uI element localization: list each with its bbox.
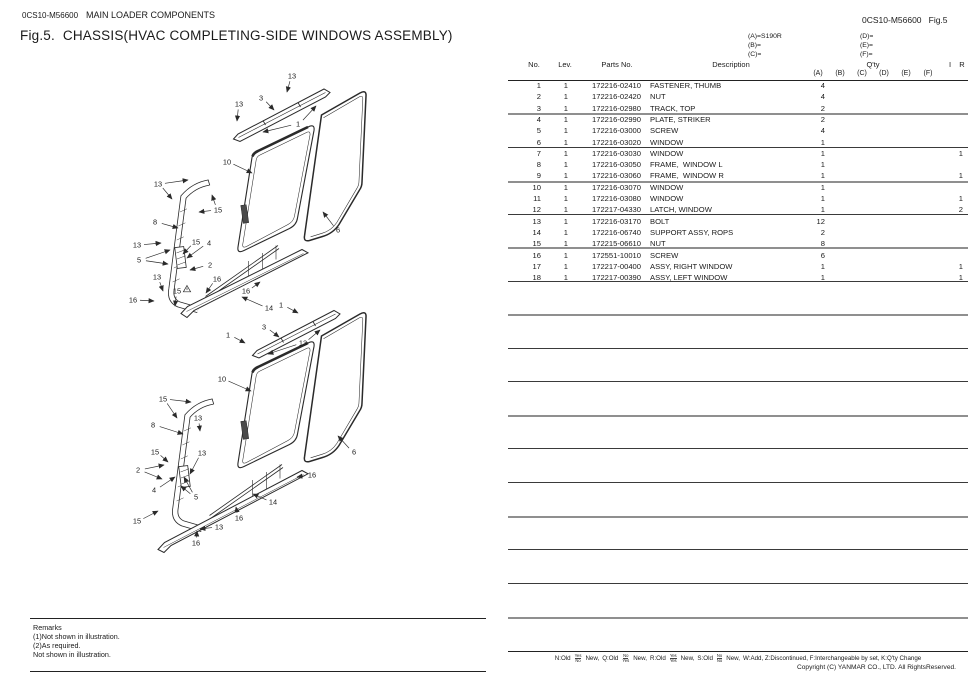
callout-number: 4 xyxy=(206,238,212,248)
table-cell-description: ASSY, LEFT WINDOW xyxy=(650,273,728,283)
callout-number: 2 xyxy=(135,465,141,475)
table-cell-description: SCREW xyxy=(650,126,679,136)
table-cell-parts-no: 172217-00390 xyxy=(592,273,641,283)
callout-leader-line xyxy=(160,427,183,434)
callout-number: 13 xyxy=(287,71,297,81)
table-rule-line xyxy=(508,147,968,148)
callout-number: 16 xyxy=(128,295,138,305)
table-rule-line xyxy=(508,448,968,449)
callout-leader-line xyxy=(234,337,245,343)
table-cell-no: 7 xyxy=(536,148,541,158)
table-cell-lev: 1 xyxy=(563,261,568,271)
callout-leader-line xyxy=(252,282,260,288)
callout-number: 6 xyxy=(351,447,357,457)
callout-number: 3 xyxy=(261,322,267,332)
table-cell-description: LATCH, WINDOW xyxy=(650,205,712,215)
table-cell-parts-no: 172216-06740 xyxy=(592,227,641,237)
remarks-line-3: Not shown in illustration. xyxy=(33,650,111,659)
table-cell-no: 6 xyxy=(536,137,541,147)
callout-leader-line xyxy=(146,261,168,264)
table-cell-qty-a: 1 xyxy=(820,205,825,215)
legend-arrow-stack xyxy=(717,654,722,663)
variant-e: (E)= xyxy=(860,42,874,49)
qty-subcol-c: (C) xyxy=(857,70,867,77)
table-cell-no: 18 xyxy=(532,273,541,283)
qty-subcol-e: (E) xyxy=(901,70,911,77)
table-cell-qty-a: 1 xyxy=(820,148,825,158)
legend-arrow-top: Yes xyxy=(574,653,582,658)
callout-leader-line xyxy=(266,102,274,110)
callout-leader-line xyxy=(190,266,203,270)
table-cell-no: 16 xyxy=(532,250,541,260)
legend-arrow-bottom: No xyxy=(716,658,723,663)
callout-leader-line xyxy=(145,472,162,479)
table-cell-no: 5 xyxy=(536,126,541,136)
callout-number: 13 xyxy=(197,448,207,458)
callout-number: 1 xyxy=(295,119,301,129)
table-cell-qty-a: 1 xyxy=(820,261,825,271)
table-cell-parts-no: 172216-03080 xyxy=(592,194,641,203)
table-cell-description: TRACK, TOP xyxy=(650,103,696,113)
table-cell-parts-no: 172216-03170 xyxy=(592,216,641,226)
variant-d: (D)= xyxy=(860,33,874,40)
table-cell-no: 8 xyxy=(536,160,541,170)
table-cell-no: 14 xyxy=(532,227,541,237)
table-cell-no: 10 xyxy=(532,182,541,192)
remarks-bottom-rule xyxy=(30,671,486,672)
callout-number: 2 xyxy=(207,260,213,270)
table-cell-qty-a: 1 xyxy=(820,137,825,147)
table-cell-description: FRAME, WINDOW R xyxy=(650,171,724,181)
callout-number: 5 xyxy=(136,255,142,265)
table-cell-description: PLATE, STRIKER xyxy=(650,114,711,124)
callout-number: 16 xyxy=(234,513,244,523)
remarks-title: Remarks xyxy=(33,623,62,632)
table-cell-qty-a: 4 xyxy=(820,126,825,136)
table-rule-line xyxy=(508,113,968,115)
col-header-i: I xyxy=(948,60,952,69)
table-cell-parts-no: 172217-00400 xyxy=(592,261,641,271)
col-header-lev: Lev. xyxy=(558,60,572,69)
callout-number: 15 xyxy=(132,516,142,526)
sliding-window xyxy=(238,342,314,468)
table-rule-line xyxy=(508,381,968,382)
variant-c: (C)= xyxy=(748,51,762,58)
callout-number: 5 xyxy=(193,492,199,502)
table-cell-qty-a: 4 xyxy=(820,81,825,90)
table-cell-lev: 1 xyxy=(563,103,568,113)
callout-leader-line xyxy=(187,246,203,258)
callout-leader-line xyxy=(161,455,168,462)
legend-arrow-stack xyxy=(670,654,677,663)
table-cell-qty-a: 8 xyxy=(820,239,825,249)
table-cell-qty-a: 1 xyxy=(820,160,825,170)
table-cell-lev: 1 xyxy=(563,81,568,90)
table-cell-parts-no: 172216-03070 xyxy=(592,182,641,192)
table-cell-lev: 1 xyxy=(563,239,568,249)
callout-leader-line xyxy=(170,400,191,402)
table-cell-description: ASSY, RIGHT WINDOW xyxy=(650,261,733,271)
callout-leader-line xyxy=(190,458,199,474)
col-header-no: No. xyxy=(528,60,540,69)
table-rule-line xyxy=(508,314,968,316)
table-cell-qty-a: 2 xyxy=(820,227,825,237)
top-track xyxy=(234,89,331,142)
table-cell-qty-r: 1 xyxy=(958,171,963,181)
callout-number: 13 xyxy=(234,99,244,109)
callout-leader-line xyxy=(287,307,298,313)
callout-leader-line xyxy=(163,188,172,199)
footer-rule xyxy=(508,651,968,652)
bottom-sill xyxy=(181,250,308,318)
table-cell-no: 11 xyxy=(533,194,541,203)
table-rule-line xyxy=(508,415,968,417)
variant-f: (F)= xyxy=(860,51,873,58)
col-header-qty: Q'ty xyxy=(866,60,880,69)
table-cell-qty-r: 1 xyxy=(958,194,963,203)
callout-leader-line xyxy=(237,109,238,121)
table-cell-lev: 1 xyxy=(563,205,568,215)
remarks-top-rule xyxy=(30,618,486,619)
table-cell-qty-a: 2 xyxy=(820,114,825,124)
table-cell-lev: 1 xyxy=(563,227,568,237)
qty-subcol-a: (A) xyxy=(813,70,823,77)
legend-arrow-bottom: Yes xyxy=(669,658,677,663)
qty-subcol-f: (F) xyxy=(923,70,933,77)
table-cell-parts-no: 172216-02410 xyxy=(592,81,641,90)
callout-number: 8 xyxy=(152,217,158,227)
callout-leader-line xyxy=(199,211,211,212)
legend-after: New, xyxy=(726,655,741,662)
table-rule-line xyxy=(508,181,968,183)
table-cell-lev: 1 xyxy=(563,126,568,136)
callout-leader-line xyxy=(206,283,213,293)
qty-subcol-b: (B) xyxy=(835,70,845,77)
callout-number: 3 xyxy=(258,93,264,103)
table-cell-description: SUPPORT ASSY, ROPS xyxy=(650,227,734,237)
callout-leader-line xyxy=(162,223,178,228)
callout-number: 4 xyxy=(151,485,157,495)
legend-code: N:Old xyxy=(554,655,571,662)
table-cell-qty-a: 1 xyxy=(820,171,825,181)
callout-number: 15 xyxy=(191,237,201,247)
table-cell-parts-no: 172216-03060 xyxy=(592,171,641,181)
callout-number: 1 xyxy=(225,330,231,340)
table-cell-qty-a: 1 xyxy=(820,194,825,203)
table-cell-lev: 1 xyxy=(563,182,568,192)
table-cell-parts-no: 172216-03000 xyxy=(592,126,641,136)
table-cell-lev: 1 xyxy=(563,216,568,226)
table-cell-parts-no: 172216-03050 xyxy=(592,160,641,170)
callout-number: 13 xyxy=(153,179,163,189)
table-cell-parts-no: 172551-10010 xyxy=(592,250,641,260)
table-cell-no: 9 xyxy=(536,171,541,181)
table-cell-lev: 1 xyxy=(563,273,568,283)
callout-leader-line xyxy=(167,403,177,418)
assembly-left-window xyxy=(158,311,366,553)
callout-leader-line xyxy=(242,297,263,306)
table-cell-qty-r: 2 xyxy=(958,205,963,215)
table-cell-description: NUT xyxy=(650,92,666,102)
table-rule-line xyxy=(508,583,968,584)
table-rule-line xyxy=(508,516,968,518)
table-cell-parts-no: 172217-04330 xyxy=(592,205,641,215)
table-cell-no: 15 xyxy=(532,239,541,249)
variant-b: (B)= xyxy=(748,42,762,49)
legend-arrow-stack xyxy=(622,654,629,663)
callout-leader-line xyxy=(160,282,163,291)
table-cell-qty-a: 2 xyxy=(820,103,825,113)
legend-code: Q:Old xyxy=(602,655,619,662)
figure-title: Fig.5. CHASSIS(HVAC COMPLETING-SIDE WINDOWS ASSEMBLY) xyxy=(20,28,453,43)
table-cell-description: FASTENER, THUMB xyxy=(650,81,722,90)
warning-triangle-icon xyxy=(183,286,190,292)
table-cell-qty-a: 1 xyxy=(820,182,825,192)
legend-suffix: W:Add, Z:Discontinued, F:Interchangeable by set, K:Q'ty Change xyxy=(743,655,922,662)
callout-leader-line xyxy=(165,180,188,183)
col-header-description: Description xyxy=(712,60,750,69)
table-cell-description: WINDOW xyxy=(650,194,684,203)
legend-arrow-bottom: Yes xyxy=(622,658,630,663)
exploded-view-illustration xyxy=(20,55,500,635)
callout-number: 16 xyxy=(212,274,222,284)
table-cell-description: SCREW xyxy=(650,250,679,260)
revision-legend xyxy=(508,654,968,663)
table-cell-no: 3 xyxy=(536,103,541,113)
col-header-r: R xyxy=(959,60,965,69)
table-cell-no: 1 xyxy=(536,81,541,90)
legend-arrow-top: No xyxy=(716,653,723,658)
callout-number: 15 xyxy=(213,205,223,215)
table-cell-qty-a: 12 xyxy=(816,216,825,226)
table-cell-lev: 1 xyxy=(563,92,568,102)
table-cell-qty-a: 4 xyxy=(820,92,825,102)
table-cell-lev: 1 xyxy=(563,148,568,158)
legend-arrow-stack xyxy=(575,654,582,663)
callout-number: 15 xyxy=(172,286,182,296)
table-rule-line xyxy=(508,348,968,349)
legend-code: R:Old xyxy=(649,655,666,662)
callout-leader-line xyxy=(145,465,164,469)
doc-code-right: 0CS10-M56600 Fig.5 xyxy=(862,15,948,25)
table-cell-lev: 1 xyxy=(563,114,568,124)
copyright-notice: Copyright (C) YANMAR CO., LTD. All RightsReserved. xyxy=(796,664,956,671)
callout-leader-line xyxy=(212,195,215,205)
table-cell-qty-r: 1 xyxy=(958,273,963,283)
legend-after: New, xyxy=(585,655,600,662)
table-rule-line xyxy=(508,214,968,215)
doc-code-left: 0CS10-M56600 xyxy=(22,11,79,20)
table-cell-description: WINDOW xyxy=(650,148,684,158)
table-cell-description: NUT xyxy=(650,239,666,249)
callout-leader-line xyxy=(199,423,200,431)
table-cell-parts-no: 172215-06610 xyxy=(592,239,641,249)
table-cell-lev: 1 xyxy=(563,160,568,170)
legend-after: New, xyxy=(633,655,647,662)
callout-number: 13 xyxy=(214,522,224,532)
variant-a: (A)=S190R xyxy=(748,33,782,40)
table-cell-lev: 1 xyxy=(563,137,568,147)
table-cell-parts-no: 172216-02420 xyxy=(592,92,641,102)
table-cell-parts-no: 172216-02980 xyxy=(592,103,641,113)
table-cell-no: 13 xyxy=(532,216,541,226)
table-rule-line xyxy=(508,617,968,619)
assembly-right-window xyxy=(171,89,366,318)
callout-number: 10 xyxy=(222,157,232,167)
callout-number: 16 xyxy=(307,470,317,480)
table-cell-no: 2 xyxy=(536,92,541,102)
col-header-parts-no: Parts No. xyxy=(601,60,633,69)
sliding-window xyxy=(238,126,314,252)
legend-arrow-top: No xyxy=(623,653,629,658)
table-cell-parts-no: 172216-02990 xyxy=(592,114,641,124)
legend-arrow-bottom: No xyxy=(575,658,581,663)
callout-number: 13 xyxy=(132,240,142,250)
callout-number: 6 xyxy=(335,225,341,235)
callout-leader-line xyxy=(228,381,251,391)
callout-number: 14 xyxy=(268,497,278,507)
table-cell-description: FRAME, WINDOW L xyxy=(650,160,723,170)
callout-number: 13 xyxy=(152,272,162,282)
table-cell-lev: 1 xyxy=(563,171,568,181)
callout-number: 15 xyxy=(158,394,168,404)
table-cell-qty-r: 1 xyxy=(958,148,963,158)
legend-code: S:Old xyxy=(697,655,713,662)
callout-number: 16 xyxy=(241,286,251,296)
table-cell-description: WINDOW xyxy=(650,182,684,192)
legend-after: New, xyxy=(680,655,695,662)
table-cell-parts-no: 172216-03030 xyxy=(592,148,641,158)
remarks-line-2: (2)As required. xyxy=(33,641,81,650)
table-rule-line xyxy=(508,482,968,483)
callout-leader-line xyxy=(233,164,252,173)
table-cell-qty-a: 6 xyxy=(820,250,825,260)
table-cell-parts-no: 172216-03020 xyxy=(592,137,641,147)
callout-number: 13 xyxy=(193,413,203,423)
qty-subcol-d: (D) xyxy=(879,70,889,77)
callout-leader-line xyxy=(270,330,279,337)
section-title: MAIN LOADER COMPONENTS xyxy=(86,10,216,20)
callout-number: 8 xyxy=(150,420,156,430)
legend-arrow-top: Yes xyxy=(669,653,677,658)
table-cell-lev: 1 xyxy=(563,194,568,203)
fixed-window xyxy=(304,92,366,241)
table-cell-no: 17 xyxy=(532,261,541,271)
callout-number: 15 xyxy=(150,447,160,457)
callout-leader-line xyxy=(144,243,161,245)
callout-number: 13 xyxy=(298,338,308,348)
callout-leader-line xyxy=(287,81,290,92)
table-cell-qty-a: 1 xyxy=(820,273,825,283)
remarks-line-1: (1)Not shown in illustration. xyxy=(33,632,120,641)
table-cell-description: BOLT xyxy=(650,216,670,226)
table-rule-line xyxy=(508,247,968,249)
callout-leader-line xyxy=(143,511,158,519)
callout-number: 16 xyxy=(191,538,201,548)
table-rule-line xyxy=(508,549,968,550)
table-cell-description: WINDOW xyxy=(650,137,684,147)
callout-leader-line xyxy=(140,300,154,301)
table-cell-lev: 1 xyxy=(563,250,568,260)
table-cell-no: 4 xyxy=(536,114,541,124)
table-cell-no: 12 xyxy=(532,205,541,215)
table-cell-qty-r: 1 xyxy=(958,261,963,271)
table-rule-line xyxy=(508,281,968,282)
callout-number: 1 xyxy=(278,300,284,310)
callout-leader-line xyxy=(146,250,170,258)
callout-number: 10 xyxy=(217,374,227,384)
callout-leader-line xyxy=(160,477,175,487)
callout-number: 14 xyxy=(264,303,274,313)
